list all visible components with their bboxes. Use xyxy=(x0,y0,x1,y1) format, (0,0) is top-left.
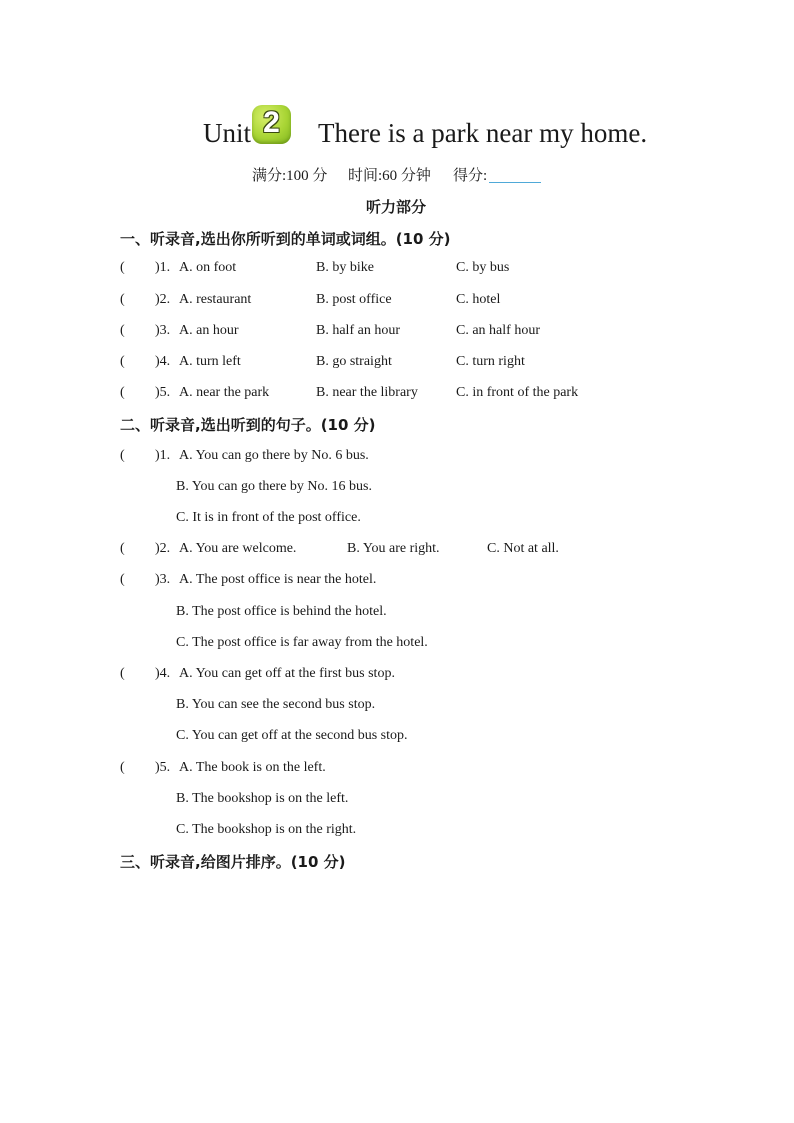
section-3-heading: 三、听录音,给图片排序。(10 分) xyxy=(120,853,346,871)
option-b: B. The bookshop is on the left. xyxy=(176,791,349,806)
section-2-heading: 二、听录音,选出听到的句子。(10 分) xyxy=(120,416,376,434)
option-a: A. restaurant xyxy=(179,292,252,307)
option-b: B. near the library xyxy=(316,385,418,400)
option-c: C. hotel xyxy=(456,292,501,307)
score-label: 得分: xyxy=(453,168,488,184)
answer-bracket[interactable]: ( xyxy=(120,385,125,400)
option-a: A. You can go there by No. 6 bus. xyxy=(179,448,369,463)
option-c: C. an half hour xyxy=(456,323,540,338)
unit-label: Unit xyxy=(203,118,252,148)
time-limit: 时间:60 分钟 xyxy=(348,168,431,184)
option-a: A. turn left xyxy=(179,354,241,369)
option-c: C. turn right xyxy=(456,354,525,369)
option-c: C. by bus xyxy=(456,260,510,275)
option-c: C. It is in front of the post office. xyxy=(176,510,361,525)
option-c: C. in front of the park xyxy=(456,385,579,400)
section-1-heading: 一、听录音,选出你所听到的单词或词组。(10 分) xyxy=(120,230,451,248)
option-a: A. The post office is near the hotel. xyxy=(179,572,377,587)
option-b: B. The post office is behind the hotel. xyxy=(176,604,387,619)
question-number: )5. xyxy=(155,760,171,775)
unit-number: 2 xyxy=(263,106,280,139)
answer-bracket[interactable]: ( xyxy=(120,666,125,681)
question-number: )2. xyxy=(155,292,171,307)
option-b: B. You can go there by No. 16 bus. xyxy=(176,479,372,494)
option-c: C. The bookshop is on the right. xyxy=(176,822,357,837)
option-a: A. You are welcome. xyxy=(179,541,297,556)
option-b: B. post office xyxy=(316,292,392,307)
option-a: A. near the park xyxy=(179,385,270,400)
option-b: B. go straight xyxy=(316,354,392,369)
question-number: )3. xyxy=(155,572,171,587)
question-number: )4. xyxy=(155,354,171,369)
option-a: A. The book is on the left. xyxy=(179,760,326,775)
question-number: )3. xyxy=(155,323,171,338)
option-b: B. half an hour xyxy=(316,323,400,338)
option-c: C. You can get off at the second bus stop. xyxy=(176,728,408,743)
option-b: B. You can see the second bus stop. xyxy=(176,697,376,712)
option-a: A. an hour xyxy=(179,323,239,338)
question-number: )4. xyxy=(155,666,171,681)
answer-bracket[interactable]: ( xyxy=(120,292,125,307)
option-b: B. You are right. xyxy=(347,541,440,556)
option-b: B. by bike xyxy=(316,260,374,275)
option-a: A. You can get off at the first bus stop. xyxy=(179,666,395,681)
question-number: )1. xyxy=(155,448,171,463)
unit-number-badge xyxy=(252,105,291,144)
option-a: A. on foot xyxy=(179,260,237,275)
option-c: C. The post office is far away from the hotel. xyxy=(176,635,428,650)
question-number: )2. xyxy=(155,541,171,556)
option-c: C. Not at all. xyxy=(487,541,559,556)
answer-bracket[interactable]: ( xyxy=(120,260,125,275)
full-marks: 满分:100 分 xyxy=(252,168,328,184)
answer-bracket[interactable]: ( xyxy=(120,448,125,463)
unit-title: There is a park near my home. xyxy=(318,118,648,148)
answer-bracket[interactable]: ( xyxy=(120,354,125,369)
answer-bracket[interactable]: ( xyxy=(120,760,125,775)
answer-bracket[interactable]: ( xyxy=(120,323,125,338)
question-number: )5. xyxy=(155,385,171,400)
part-title: 听力部分 xyxy=(366,198,427,216)
answer-bracket[interactable]: ( xyxy=(120,572,125,587)
answer-bracket[interactable]: ( xyxy=(120,541,125,556)
question-number: )1. xyxy=(155,260,171,275)
score-blank-line xyxy=(489,182,541,183)
